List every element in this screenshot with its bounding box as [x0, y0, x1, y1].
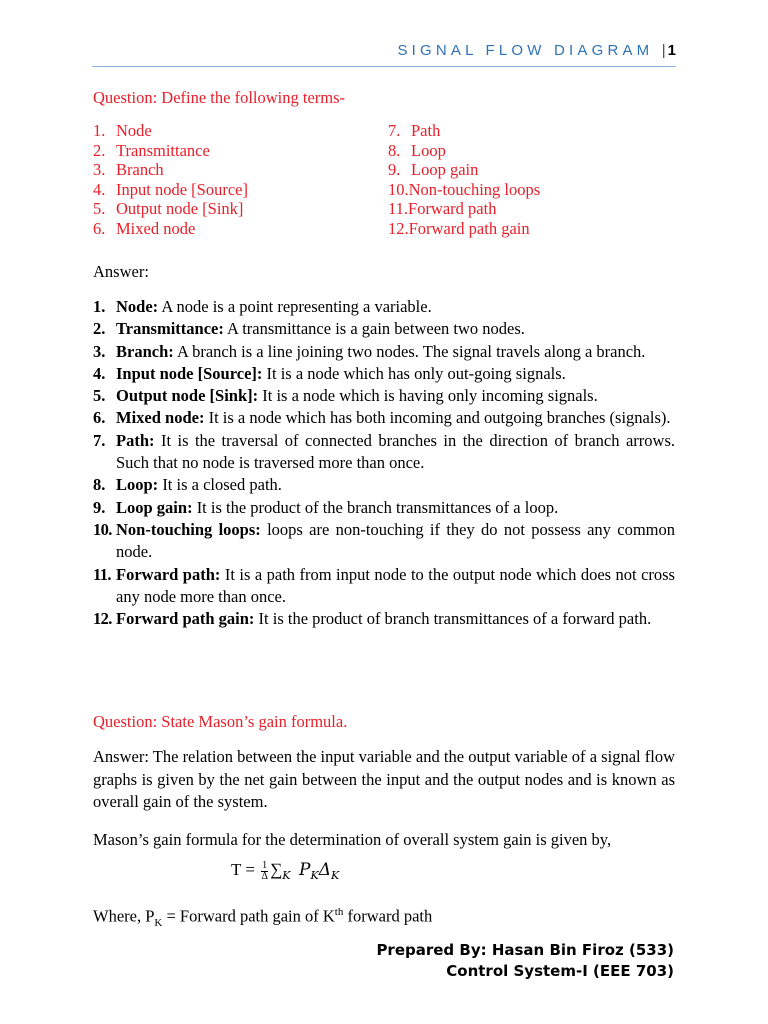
definition-item: 10. Non-touching loops: loops are non-touching if they do not possess any common node.	[93, 519, 675, 562]
term-item: 1. Node	[93, 121, 152, 140]
term-item: 3. Branch	[93, 160, 164, 180]
term-item: 6. Mixed node	[93, 218, 196, 238]
definition-item: 6. Mixed node: It is a node which has both incoming and outgoing branches (signals).	[93, 408, 671, 428]
term-item: 4. Input node [Source]	[93, 179, 248, 199]
formula-delta: Δ	[318, 860, 331, 880]
where-line: Where, $P_K$ = Forward path gain of $K^{th}$ forward path	[93, 906, 433, 929]
formula-lhs: T =	[231, 860, 255, 879]
page-header	[397, 42, 676, 59]
page-footer	[376, 940, 674, 982]
definition-item: 1. Node: A node is a point representing a variable.	[93, 297, 432, 316]
definition-item: 9. Loop gain: It is the product of the branch transmittances of a loop.	[93, 497, 559, 517]
definition-item: 7. Path: It is the traversal of connected branches in the direction of branch arrows. Such that no node is traversed more than once.	[93, 430, 675, 473]
terms-column-left	[93, 121, 393, 239]
footer-author: Prepared By: Hasan Bin Firoz (533)	[376, 941, 674, 959]
definition-item: 3. Branch: A branch is a line joining two nodes. The signal travels along a branch.	[93, 341, 646, 361]
term-item: 8. Loop	[388, 140, 446, 160]
term-item: 9. Loop gain	[388, 160, 479, 180]
header-title: SIGNAL FLOW DIAGRAM	[397, 42, 654, 59]
page-number: 1	[667, 42, 676, 59]
question-mason-formula: Question: State Mason’s gain formula.	[93, 712, 348, 731]
term-item: 2. Transmittance	[93, 140, 210, 160]
mason-formula: T = $\frac{1}{\Delta} \sum_K$ $P_K\Delta_K$	[231, 859, 340, 883]
term-item: 11. Forward path	[388, 199, 497, 219]
definitions-list	[93, 296, 675, 630]
term-item: 12. Forward path gain	[388, 218, 530, 238]
term-item: 5. Output node [Sink]	[93, 199, 244, 219]
answer-paragraph: Answer: The relation between the input variable and the output variable of a signal flow graphs is given by the net gain between the input and the output nodes and is known as overall gain of the system.	[93, 747, 675, 812]
definition-item: 2. Transmittance: A transmittance is a gain between two nodes.	[93, 319, 525, 339]
header-rule	[92, 66, 676, 67]
definition-item: 5. Output node [Sink]: It is a node which is having only incoming signals.	[93, 386, 598, 406]
definition-item: 4. Input node [Source]: It is a node which has only out-going signals.	[93, 363, 566, 383]
formula-p: P	[299, 860, 311, 880]
term-item: 7. Path	[388, 121, 441, 140]
header-separator: |	[661, 42, 666, 59]
formula-fraction: $\frac{1}{\Delta}$	[261, 859, 268, 882]
definition-item: 11. Forward path: It is a path from input node to the output node which does not cross any node more than once.	[93, 564, 675, 606]
mason-intro: Mason’s gain formula for the determination of overall system gain is given by,	[93, 830, 612, 849]
question-define-terms: Question: Define the following terms-	[93, 88, 346, 107]
terms-column-right	[388, 121, 688, 239]
term-item: 10. Non-touching loops	[388, 179, 541, 199]
answer-label: Answer:	[93, 262, 149, 281]
footer-course: Control System-I (EEE 703)	[446, 962, 674, 980]
formula-sum: ∑	[270, 860, 283, 879]
definition-item: 12. Forward path gain: It is the product of branch transmittances of a forward path.	[93, 609, 652, 629]
definition-item: 8. Loop: It is a closed path.	[93, 475, 282, 495]
